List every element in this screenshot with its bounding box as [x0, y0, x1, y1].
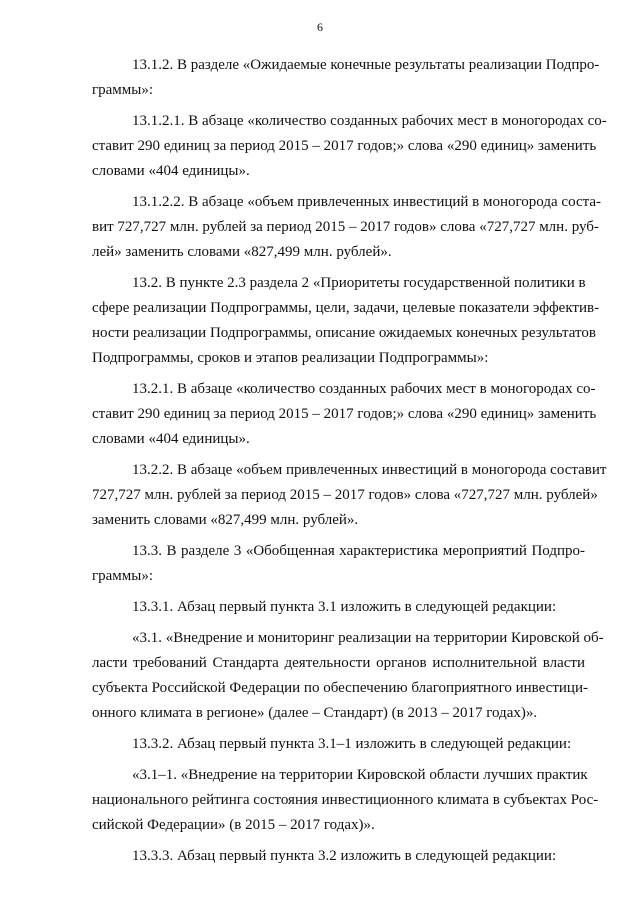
- paragraph: [92, 539, 585, 589]
- paragraph: [92, 732, 585, 757]
- paragraph: [92, 109, 607, 184]
- paragraph: [92, 844, 585, 869]
- paragraph-line: 13.2.1. В абзаце «количество созданных рабочих мест в моногородах со-: [132, 381, 596, 397]
- paragraph-line: «3.1–1. «Внедрение на территории Кировской области лучших практик: [132, 767, 588, 783]
- paragraph-line: сфере реализации Подпрограммы, цели, задачи, целевые показатели эффектив-: [92, 300, 600, 316]
- paragraph-line: «3.1. «Внедрение и мониторинг реализации на территории Кировской об-: [132, 630, 604, 646]
- paragraph-line: субъекта Российской Федерации по обеспечению благоприятного инвестици-: [92, 680, 588, 696]
- paragraph-line: 13.3. В разделе 3 «Обобщенная характеристика мероприятий Подпро-: [132, 543, 585, 559]
- paragraph-line: Подпрограммы, сроков и этапов реализации Подпрограммы»:: [92, 350, 489, 366]
- page-number: 6: [317, 20, 323, 34]
- paragraph-line: словами «404 единицы».: [92, 163, 250, 179]
- paragraph: [92, 377, 597, 452]
- document-body: [92, 53, 607, 875]
- paragraph-line: словами «404 единицы».: [92, 431, 250, 447]
- paragraph: [92, 763, 599, 838]
- paragraph-line: 13.1.2.2. В абзаце «объем привлеченных инвестиций в моногорода соста-: [132, 194, 601, 210]
- paragraph-line: сийской Федерации» (в 2015 – 2017 годах)».: [92, 817, 375, 833]
- paragraph: [92, 271, 600, 371]
- paragraph-line: заменить словами «827,499 млн. рублей».: [92, 512, 359, 528]
- paragraph-line: 13.2. В пункте 2.3 раздела 2 «Приоритеты государственной политики в: [132, 275, 586, 291]
- paragraph-line: 727,727 млн. рублей за период 2015 – 2017 годов» слова «727,727 млн. рублей»: [92, 487, 598, 503]
- paragraph-line: ставит 290 единиц за период 2015 – 2017 годов;» слова «290 единиц» заменить: [92, 138, 597, 154]
- paragraph-line: ласти требований Стандарта деятельности органов исполнительной власти: [92, 655, 585, 671]
- paragraph: [92, 53, 600, 103]
- paragraph-line: ставит 290 единиц за период 2015 – 2017 годов;» слова «290 единиц» заменить: [92, 406, 597, 422]
- paragraph: [92, 190, 601, 265]
- paragraph-line: 13.3.2. Абзац первый пункта 3.1–1 изложить в следующей редакции:: [132, 736, 572, 752]
- paragraph-line: 13.1.2.1. В абзаце «количество созданных рабочих мест в моногородах со-: [132, 113, 607, 129]
- paragraph-line: 13.3.3. Абзац первый пункта 3.2 изложить в следующей редакции:: [132, 848, 557, 864]
- paragraph: [92, 458, 607, 533]
- paragraph-line: онного климата в регионе» (далее – Стандарт) (в 2013 – 2017 годах)».: [92, 705, 538, 721]
- paragraph-line: вит 727,727 млн. рублей за период 2015 – 2017 годов» слова «727,727 млн. руб-: [92, 219, 599, 235]
- paragraph-line: национального рейтинга состояния инвестиционного климата в субъектах Рос-: [92, 792, 599, 808]
- paragraph-line: 13.1.2. В разделе «Ожидаемые конечные результаты реализации Подпро-: [132, 57, 600, 73]
- paragraph-line: граммы»:: [92, 568, 154, 584]
- paragraph-line: 13.3.1. Абзац первый пункта 3.1 изложить в следующей редакции:: [132, 599, 557, 615]
- paragraph-line: лей» заменить словами «827,499 млн. рублей».: [92, 244, 392, 260]
- paragraph: [92, 595, 585, 620]
- paragraph: [92, 626, 604, 726]
- paragraph-line: граммы»:: [92, 82, 154, 98]
- paragraph-line: ности реализации Подпрограммы, описание ожидаемых конечных результатов: [92, 325, 596, 341]
- paragraph-line: 13.2.2. В абзаце «объем привлеченных инвестиций в моногорода составит: [132, 462, 607, 478]
